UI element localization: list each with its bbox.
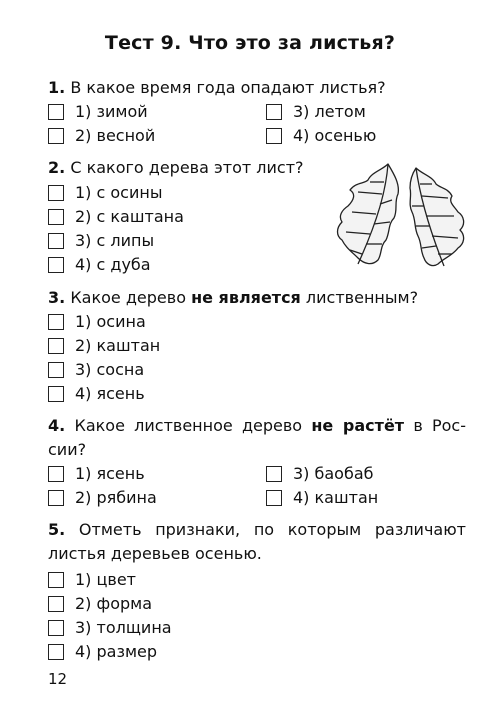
option-label: 4) ясень [75, 384, 145, 403]
q5-option-3[interactable] [48, 618, 172, 638]
option-label: 4) каштан [293, 488, 379, 507]
question-text-before: Какое дерево [70, 288, 186, 307]
checkbox-icon[interactable] [48, 104, 64, 120]
page-title: Тест 9. Что это за листья? [104, 32, 396, 54]
checkbox-icon[interactable] [48, 314, 64, 330]
option-label: 2) с каштана [75, 207, 184, 226]
q3-option-3[interactable] [48, 360, 144, 380]
question-5 [48, 518, 466, 566]
oak-leaves-icon [328, 160, 470, 272]
q2-option-2[interactable] [48, 207, 184, 227]
question-number: 1. [48, 78, 66, 97]
q3-option-1[interactable] [48, 312, 146, 332]
question-3 [48, 286, 418, 310]
checkbox-icon[interactable] [48, 338, 64, 354]
option-label: 3) летом [293, 102, 366, 121]
option-label: 4) размер [75, 642, 158, 661]
question-text: В какое время года опадают листья? [70, 78, 386, 97]
option-label: 1) с осины [75, 183, 163, 202]
q4-option-1[interactable] [48, 464, 145, 484]
option-label: 4) с дуба [75, 255, 151, 274]
q4-option-4[interactable] [266, 488, 378, 508]
question-text-line2: сии? [48, 440, 87, 459]
checkbox-icon[interactable] [48, 466, 64, 482]
q1-option-4[interactable] [266, 126, 376, 146]
option-label: 1) зимой [75, 102, 148, 121]
q5-option-4[interactable] [48, 642, 157, 662]
q1-option-3[interactable] [266, 102, 366, 122]
q3-option-2[interactable] [48, 336, 160, 356]
option-label: 2) каштан [75, 336, 161, 355]
checkbox-icon[interactable] [48, 596, 64, 612]
option-label: 3) с липы [75, 231, 155, 250]
q1-option-1[interactable] [48, 102, 148, 122]
question-text-bold: не растёт [311, 416, 405, 435]
question-2 [48, 156, 304, 180]
checkbox-icon[interactable] [48, 362, 64, 378]
question-text-line1 [48, 414, 466, 438]
checkbox-icon[interactable] [266, 490, 282, 506]
question-text-after: в Рос- [413, 416, 466, 435]
option-label: 1) осина [75, 312, 146, 331]
option-label: 2) весной [75, 126, 156, 145]
option-label: 3) баобаб [293, 464, 374, 483]
question-1 [48, 76, 386, 100]
option-label: 2) рябина [75, 488, 157, 507]
question-4 [48, 414, 466, 462]
q2-option-1[interactable] [48, 183, 162, 203]
q4-option-2[interactable] [48, 488, 157, 508]
option-label: 1) цвет [75, 570, 136, 589]
checkbox-icon[interactable] [266, 466, 282, 482]
checkbox-icon[interactable] [48, 620, 64, 636]
q1-option-2[interactable] [48, 126, 155, 146]
checkbox-icon[interactable] [266, 128, 282, 144]
checkbox-icon[interactable] [48, 386, 64, 402]
checkbox-icon[interactable] [48, 572, 64, 588]
checkbox-icon[interactable] [266, 104, 282, 120]
q2-option-4[interactable] [48, 255, 151, 275]
question-text-line1 [48, 518, 466, 542]
question-text-after: лиственным? [305, 288, 419, 307]
q4-option-3[interactable] [266, 464, 374, 484]
checkbox-icon[interactable] [48, 185, 64, 201]
question-text-line2: листья деревьев осенью. [48, 544, 262, 563]
question-text: С какого дерева этот лист? [70, 158, 304, 177]
q3-option-4[interactable] [48, 384, 145, 404]
option-label: 4) осенью [293, 126, 377, 145]
checkbox-icon[interactable] [48, 209, 64, 225]
checkbox-icon[interactable] [48, 233, 64, 249]
checkbox-icon[interactable] [48, 490, 64, 506]
question-text-bold: не является [191, 288, 301, 307]
question-text-before: Какое лиственное дерево [74, 416, 303, 435]
question-number: 2. [48, 158, 66, 177]
option-label: 1) ясень [75, 464, 145, 483]
question-number: 3. [48, 288, 66, 307]
q5-option-2[interactable] [48, 594, 152, 614]
page-number: 12 [48, 670, 68, 688]
question-text: Отметь признаки, по которым различают [78, 520, 467, 539]
q5-option-1[interactable] [48, 570, 136, 590]
checkbox-icon[interactable] [48, 644, 64, 660]
checkbox-icon[interactable] [48, 257, 64, 273]
option-label: 2) форма [75, 594, 153, 613]
option-label: 3) сосна [75, 360, 145, 379]
checkbox-icon[interactable] [48, 128, 64, 144]
q2-option-3[interactable] [48, 231, 154, 251]
question-number: 5. [48, 520, 66, 539]
question-number: 4. [48, 416, 66, 435]
option-label: 3) толщина [75, 618, 172, 637]
